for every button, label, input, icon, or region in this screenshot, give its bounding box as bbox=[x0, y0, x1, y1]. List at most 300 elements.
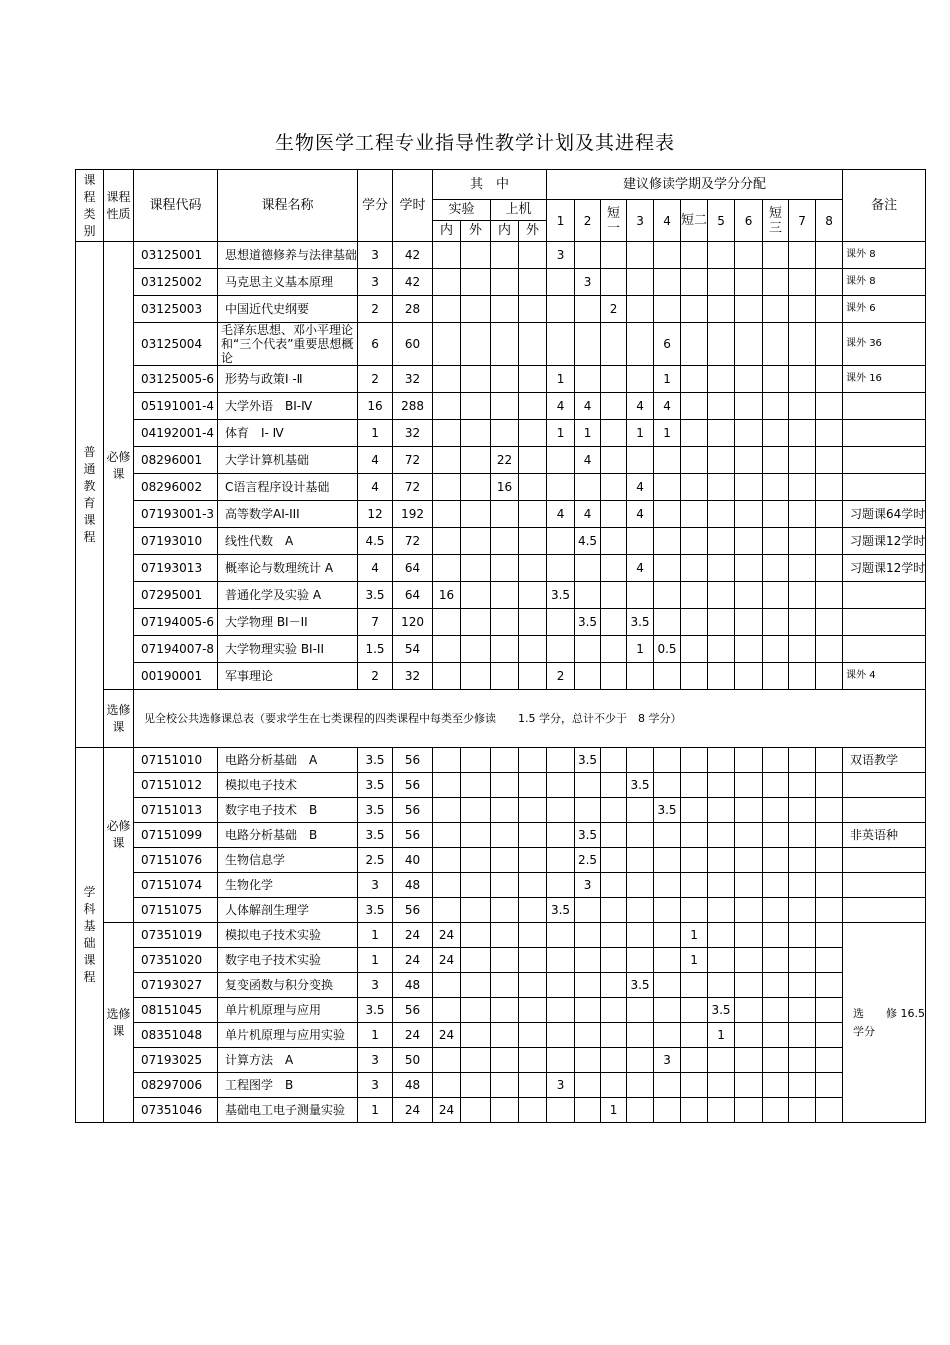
cell-d2 bbox=[681, 848, 708, 873]
cell-s3 bbox=[627, 948, 654, 973]
cell-name: 数字电子技术 B bbox=[218, 798, 358, 823]
cell-code: 03125001 bbox=[134, 242, 218, 269]
table-row bbox=[76, 420, 926, 447]
cell-lab-in bbox=[433, 973, 461, 998]
cell-pc-out bbox=[519, 923, 547, 948]
cell-pc-out bbox=[519, 973, 547, 998]
cell-s3 bbox=[627, 998, 654, 1023]
cell-lab-out bbox=[461, 323, 491, 366]
cell-s7 bbox=[789, 393, 816, 420]
cell-name: 大学外语 BⅠ-Ⅳ bbox=[218, 393, 358, 420]
cell-d2 bbox=[681, 773, 708, 798]
header-sem-1: 1 bbox=[547, 200, 575, 242]
cell-hours: 56 bbox=[393, 773, 433, 798]
cell-name: 模拟电子技术 bbox=[218, 773, 358, 798]
table-row bbox=[76, 555, 926, 582]
cell-code: 08296001 bbox=[134, 447, 218, 474]
cell-pc-in bbox=[491, 973, 519, 998]
cell-hours: 24 bbox=[393, 1023, 433, 1048]
cell-code: 07151010 bbox=[134, 748, 218, 773]
cell-d3 bbox=[763, 973, 789, 998]
cell-lab-in bbox=[433, 366, 461, 393]
cell-lab-in bbox=[433, 447, 461, 474]
header-lab-inner: 内 bbox=[433, 221, 461, 242]
cell-lab-out bbox=[461, 998, 491, 1023]
cell-pc-out bbox=[519, 501, 547, 528]
cell-credit: 4 bbox=[358, 447, 393, 474]
cell-s1 bbox=[547, 1023, 575, 1048]
cell-s5 bbox=[708, 269, 735, 296]
cell-d2 bbox=[681, 998, 708, 1023]
cell-s8 bbox=[816, 528, 843, 555]
cell-lab-out bbox=[461, 663, 491, 690]
cell-remark: 课外 4 bbox=[843, 663, 926, 690]
cell-pc-out bbox=[519, 555, 547, 582]
cell-d1 bbox=[601, 773, 627, 798]
table-row bbox=[76, 393, 926, 420]
cell-pc-in bbox=[491, 823, 519, 848]
header-sem-8: 8 bbox=[816, 200, 843, 242]
cell-s7 bbox=[789, 873, 816, 898]
cell-lab-out bbox=[461, 1098, 491, 1123]
cell-pc-in bbox=[491, 948, 519, 973]
cell-s6 bbox=[735, 898, 763, 923]
cell-d3 bbox=[763, 474, 789, 501]
cell-lab-in bbox=[433, 773, 461, 798]
cell-s4 bbox=[654, 242, 681, 269]
cell-d2: 1 bbox=[681, 948, 708, 973]
cell-name: 高等数学AI-III bbox=[218, 501, 358, 528]
cell-s1 bbox=[547, 823, 575, 848]
table-row bbox=[76, 923, 926, 948]
cell-s3 bbox=[627, 582, 654, 609]
cell-s2: 4 bbox=[575, 393, 601, 420]
cell-s4 bbox=[654, 948, 681, 973]
cell-s7 bbox=[789, 948, 816, 973]
cell-s8 bbox=[816, 323, 843, 366]
cell-pc-out bbox=[519, 296, 547, 323]
cell-code: 07193025 bbox=[134, 1048, 218, 1073]
cell-s5: 1 bbox=[708, 1023, 735, 1048]
cell-s6 bbox=[735, 948, 763, 973]
cell-pc-in bbox=[491, 1023, 519, 1048]
cell-d2 bbox=[681, 973, 708, 998]
cell-credit: 3 bbox=[358, 242, 393, 269]
cell-lab-out bbox=[461, 501, 491, 528]
cell-s8 bbox=[816, 1073, 843, 1098]
header-hours: 学时 bbox=[393, 170, 433, 242]
cell-s5 bbox=[708, 948, 735, 973]
cell-s1 bbox=[547, 923, 575, 948]
cell-d1 bbox=[601, 948, 627, 973]
table-row bbox=[76, 773, 926, 798]
cell-s5 bbox=[708, 474, 735, 501]
cell-pc-in: 16 bbox=[491, 474, 519, 501]
cell-s6 bbox=[735, 798, 763, 823]
cell-pc-in bbox=[491, 582, 519, 609]
cell-remark bbox=[843, 393, 926, 420]
cell-pc-in bbox=[491, 393, 519, 420]
cell-hours: 42 bbox=[393, 269, 433, 296]
cell-hours: 42 bbox=[393, 242, 433, 269]
cell-s4 bbox=[654, 823, 681, 848]
cell-s3 bbox=[627, 923, 654, 948]
cell-pc-in bbox=[491, 1073, 519, 1098]
cell-s4 bbox=[654, 873, 681, 898]
nature-elective: 选修课 bbox=[104, 923, 134, 1123]
cell-s2 bbox=[575, 1073, 601, 1098]
cell-lab-out bbox=[461, 582, 491, 609]
cell-lab-in bbox=[433, 393, 461, 420]
cell-lab-out bbox=[461, 798, 491, 823]
cell-s7 bbox=[789, 528, 816, 555]
cell-s3 bbox=[627, 1073, 654, 1098]
cell-lab-in bbox=[433, 823, 461, 848]
cell-s7 bbox=[789, 823, 816, 848]
cell-lab-out bbox=[461, 1073, 491, 1098]
cell-s3 bbox=[627, 296, 654, 323]
cell-pc-out bbox=[519, 636, 547, 663]
cell-s2: 3.5 bbox=[575, 748, 601, 773]
cell-s3 bbox=[627, 366, 654, 393]
cell-d1 bbox=[601, 663, 627, 690]
cell-code: 03125005-6 bbox=[134, 366, 218, 393]
cell-lab-out bbox=[461, 242, 491, 269]
cell-s1 bbox=[547, 609, 575, 636]
cell-s2 bbox=[575, 555, 601, 582]
cell-pc-in bbox=[491, 848, 519, 873]
cell-lab-in bbox=[433, 269, 461, 296]
cell-remark bbox=[843, 582, 926, 609]
table-row bbox=[76, 1098, 926, 1123]
cell-code: 07351046 bbox=[134, 1098, 218, 1123]
cell-d3 bbox=[763, 998, 789, 1023]
cell-s8 bbox=[816, 823, 843, 848]
nature-required: 必修课 bbox=[104, 748, 134, 923]
cell-lab-out bbox=[461, 1023, 491, 1048]
cell-s5 bbox=[708, 663, 735, 690]
cell-hours: 60 bbox=[393, 323, 433, 366]
cell-pc-out bbox=[519, 798, 547, 823]
cell-hours: 48 bbox=[393, 1073, 433, 1098]
cell-pc-out bbox=[519, 873, 547, 898]
cell-s5: 3.5 bbox=[708, 998, 735, 1023]
cell-pc-in bbox=[491, 323, 519, 366]
cell-s5 bbox=[708, 447, 735, 474]
cell-s1: 3 bbox=[547, 1073, 575, 1098]
cell-d2 bbox=[681, 609, 708, 636]
cell-s1 bbox=[547, 998, 575, 1023]
cell-lab-out bbox=[461, 269, 491, 296]
header-sem-7: 7 bbox=[789, 200, 816, 242]
cell-hours: 32 bbox=[393, 663, 433, 690]
general-elective-note: 见全校公共选修课总表（要求学生在七类课程的四类课程中每类至少修读 1.5 学分，总计不少于 8 学分） bbox=[134, 690, 926, 748]
cell-d3 bbox=[763, 898, 789, 923]
cell-d1 bbox=[601, 998, 627, 1023]
cell-s2 bbox=[575, 636, 601, 663]
cell-s3 bbox=[627, 1098, 654, 1123]
cell-d3 bbox=[763, 447, 789, 474]
cell-pc-out bbox=[519, 528, 547, 555]
cell-remark: 习题课12学时 bbox=[843, 528, 926, 555]
cell-s6 bbox=[735, 366, 763, 393]
cell-s6 bbox=[735, 582, 763, 609]
cell-pc-out bbox=[519, 447, 547, 474]
cell-lab-out bbox=[461, 748, 491, 773]
table-row bbox=[76, 823, 926, 848]
header-sem-6: 6 bbox=[735, 200, 763, 242]
cell-s1 bbox=[547, 269, 575, 296]
cell-remark bbox=[843, 447, 926, 474]
cell-d3 bbox=[763, 773, 789, 798]
cell-name: 体育 Ⅰ- Ⅳ bbox=[218, 420, 358, 447]
cell-s1 bbox=[547, 798, 575, 823]
cell-hours: 64 bbox=[393, 582, 433, 609]
cell-lab-out bbox=[461, 848, 491, 873]
cell-code: 07194007-8 bbox=[134, 636, 218, 663]
cell-s6 bbox=[735, 773, 763, 798]
cell-s4 bbox=[654, 748, 681, 773]
cell-d3 bbox=[763, 848, 789, 873]
cell-d3 bbox=[763, 501, 789, 528]
cell-s7 bbox=[789, 1023, 816, 1048]
cell-d1 bbox=[601, 823, 627, 848]
cell-s4 bbox=[654, 1098, 681, 1123]
cell-s3: 3.5 bbox=[627, 609, 654, 636]
cell-d2 bbox=[681, 663, 708, 690]
cell-pc-in bbox=[491, 296, 519, 323]
cell-d1 bbox=[601, 923, 627, 948]
cell-s5 bbox=[708, 296, 735, 323]
cell-pc-out bbox=[519, 1023, 547, 1048]
cell-s2 bbox=[575, 323, 601, 366]
cell-d3 bbox=[763, 242, 789, 269]
cell-s2 bbox=[575, 1048, 601, 1073]
cell-credit: 2 bbox=[358, 296, 393, 323]
cell-pc-in bbox=[491, 748, 519, 773]
cell-lab-in bbox=[433, 848, 461, 873]
cell-d1 bbox=[601, 242, 627, 269]
cell-hours: 32 bbox=[393, 420, 433, 447]
cell-s4 bbox=[654, 296, 681, 323]
cell-remark bbox=[843, 798, 926, 823]
table-row bbox=[76, 269, 926, 296]
cell-d2 bbox=[681, 393, 708, 420]
cell-pc-out bbox=[519, 663, 547, 690]
cell-name: 中国近代史纲要 bbox=[218, 296, 358, 323]
cell-s2 bbox=[575, 1023, 601, 1048]
cell-d1 bbox=[601, 848, 627, 873]
cell-s6 bbox=[735, 323, 763, 366]
cell-s8 bbox=[816, 242, 843, 269]
cell-lab-out bbox=[461, 609, 491, 636]
cell-d3 bbox=[763, 1023, 789, 1048]
cell-s2 bbox=[575, 998, 601, 1023]
cell-credit: 4 bbox=[358, 474, 393, 501]
cell-credit: 3.5 bbox=[358, 748, 393, 773]
cell-name: 工程图学 B bbox=[218, 1073, 358, 1098]
cell-d1 bbox=[601, 366, 627, 393]
cell-pc-in bbox=[491, 636, 519, 663]
cell-s3 bbox=[627, 663, 654, 690]
cell-remark bbox=[843, 898, 926, 923]
cell-s3 bbox=[627, 798, 654, 823]
table-row bbox=[76, 663, 926, 690]
cell-s1: 1 bbox=[547, 420, 575, 447]
cell-d1 bbox=[601, 323, 627, 366]
cell-remark: 课外 8 bbox=[843, 242, 926, 269]
cell-name: 思想道德修养与法律基础 bbox=[218, 242, 358, 269]
header-short-2: 短二 bbox=[681, 200, 708, 242]
cell-s4 bbox=[654, 609, 681, 636]
cell-pc-in bbox=[491, 501, 519, 528]
cell-code: 07151012 bbox=[134, 773, 218, 798]
cell-s2: 3.5 bbox=[575, 823, 601, 848]
cell-credit: 1 bbox=[358, 420, 393, 447]
cell-s5 bbox=[708, 748, 735, 773]
cell-d3 bbox=[763, 1098, 789, 1123]
cell-lab-out bbox=[461, 898, 491, 923]
cell-lab-in bbox=[433, 898, 461, 923]
header-category: 课程类别 bbox=[76, 170, 104, 242]
cell-s5 bbox=[708, 501, 735, 528]
cell-pc-in bbox=[491, 269, 519, 296]
cell-remark bbox=[843, 636, 926, 663]
cell-s5 bbox=[708, 555, 735, 582]
cell-s1 bbox=[547, 873, 575, 898]
cell-s7 bbox=[789, 898, 816, 923]
header-name: 课程名称 bbox=[218, 170, 358, 242]
cell-pc-in bbox=[491, 998, 519, 1023]
cell-d1 bbox=[601, 582, 627, 609]
page-title: 生物医学工程专业指导性教学计划及其进程表 bbox=[274, 132, 675, 154]
cell-hours: 192 bbox=[393, 501, 433, 528]
cell-pc-in bbox=[491, 798, 519, 823]
cell-lab-out bbox=[461, 823, 491, 848]
cell-s7 bbox=[789, 1073, 816, 1098]
cell-pc-out bbox=[519, 998, 547, 1023]
cell-d2 bbox=[681, 582, 708, 609]
cell-s3: 3.5 bbox=[627, 973, 654, 998]
table-row bbox=[76, 366, 926, 393]
cell-s5 bbox=[708, 798, 735, 823]
cell-code: 07351020 bbox=[134, 948, 218, 973]
cell-credit: 3.5 bbox=[358, 823, 393, 848]
cell-s4: 1 bbox=[654, 366, 681, 393]
cell-s7 bbox=[789, 501, 816, 528]
cell-s7 bbox=[789, 998, 816, 1023]
cell-s1 bbox=[547, 973, 575, 998]
table-row bbox=[76, 948, 926, 973]
cell-code: 08297006 bbox=[134, 1073, 218, 1098]
cell-code: 00190001 bbox=[134, 663, 218, 690]
cell-s6 bbox=[735, 609, 763, 636]
cell-hours: 24 bbox=[393, 1098, 433, 1123]
cell-s8 bbox=[816, 898, 843, 923]
cell-name: 单片机原理与应用实验 bbox=[218, 1023, 358, 1048]
cell-name: 马克思主义基本原理 bbox=[218, 269, 358, 296]
cell-d3 bbox=[763, 1048, 789, 1073]
cell-s6 bbox=[735, 873, 763, 898]
cell-lab-out bbox=[461, 366, 491, 393]
cell-d1 bbox=[601, 420, 627, 447]
cell-s5 bbox=[708, 636, 735, 663]
cell-name: 电路分析基础 A bbox=[218, 748, 358, 773]
cell-hours: 48 bbox=[393, 973, 433, 998]
cell-s8 bbox=[816, 447, 843, 474]
cell-s1 bbox=[547, 323, 575, 366]
cell-s6 bbox=[735, 998, 763, 1023]
cell-s4 bbox=[654, 1023, 681, 1048]
cell-credit: 1 bbox=[358, 1023, 393, 1048]
cell-s2 bbox=[575, 474, 601, 501]
cell-s3: 1 bbox=[627, 636, 654, 663]
cell-s8 bbox=[816, 1098, 843, 1123]
header-sem-4: 4 bbox=[654, 200, 681, 242]
cell-s3 bbox=[627, 242, 654, 269]
cell-s3 bbox=[627, 848, 654, 873]
nature-required: 必修课 bbox=[104, 242, 134, 690]
cell-s7 bbox=[789, 773, 816, 798]
cell-d1 bbox=[601, 528, 627, 555]
cell-lab-in bbox=[433, 873, 461, 898]
cell-s2: 3 bbox=[575, 269, 601, 296]
cell-d2 bbox=[681, 1023, 708, 1048]
header-among: 其 中 bbox=[433, 170, 547, 200]
cell-pc-out bbox=[519, 898, 547, 923]
cell-s5 bbox=[708, 1073, 735, 1098]
cell-lab-in bbox=[433, 798, 461, 823]
cell-pc-in bbox=[491, 528, 519, 555]
cell-code: 05191001-4 bbox=[134, 393, 218, 420]
cell-d2 bbox=[681, 447, 708, 474]
cell-s8 bbox=[816, 393, 843, 420]
cell-s6 bbox=[735, 1023, 763, 1048]
cell-hours: 56 bbox=[393, 748, 433, 773]
cell-s1 bbox=[547, 555, 575, 582]
cell-s5 bbox=[708, 242, 735, 269]
cell-pc-in bbox=[491, 366, 519, 393]
cell-remark: 非英语种 bbox=[843, 823, 926, 848]
cell-pc-in: 22 bbox=[491, 447, 519, 474]
table-row bbox=[76, 998, 926, 1023]
cell-pc-out bbox=[519, 242, 547, 269]
cell-d2 bbox=[681, 898, 708, 923]
cell-s7 bbox=[789, 420, 816, 447]
cell-s8 bbox=[816, 873, 843, 898]
cell-s6 bbox=[735, 420, 763, 447]
cell-code: 07193027 bbox=[134, 973, 218, 998]
cell-lab-in bbox=[433, 420, 461, 447]
cell-s2 bbox=[575, 366, 601, 393]
cell-name: 生物信息学 bbox=[218, 848, 358, 873]
cell-credit: 1 bbox=[358, 948, 393, 973]
cell-s6 bbox=[735, 555, 763, 582]
cell-credit: 2 bbox=[358, 663, 393, 690]
cell-s7 bbox=[789, 323, 816, 366]
cell-hours: 24 bbox=[393, 948, 433, 973]
cell-d3 bbox=[763, 323, 789, 366]
cell-s8 bbox=[816, 1023, 843, 1048]
cell-credit: 3 bbox=[358, 269, 393, 296]
cell-s1 bbox=[547, 296, 575, 323]
cell-s4: 3.5 bbox=[654, 798, 681, 823]
cell-s3: 4 bbox=[627, 555, 654, 582]
cell-d2 bbox=[681, 823, 708, 848]
cell-d1 bbox=[601, 973, 627, 998]
cell-s7 bbox=[789, 242, 816, 269]
cell-s8 bbox=[816, 420, 843, 447]
